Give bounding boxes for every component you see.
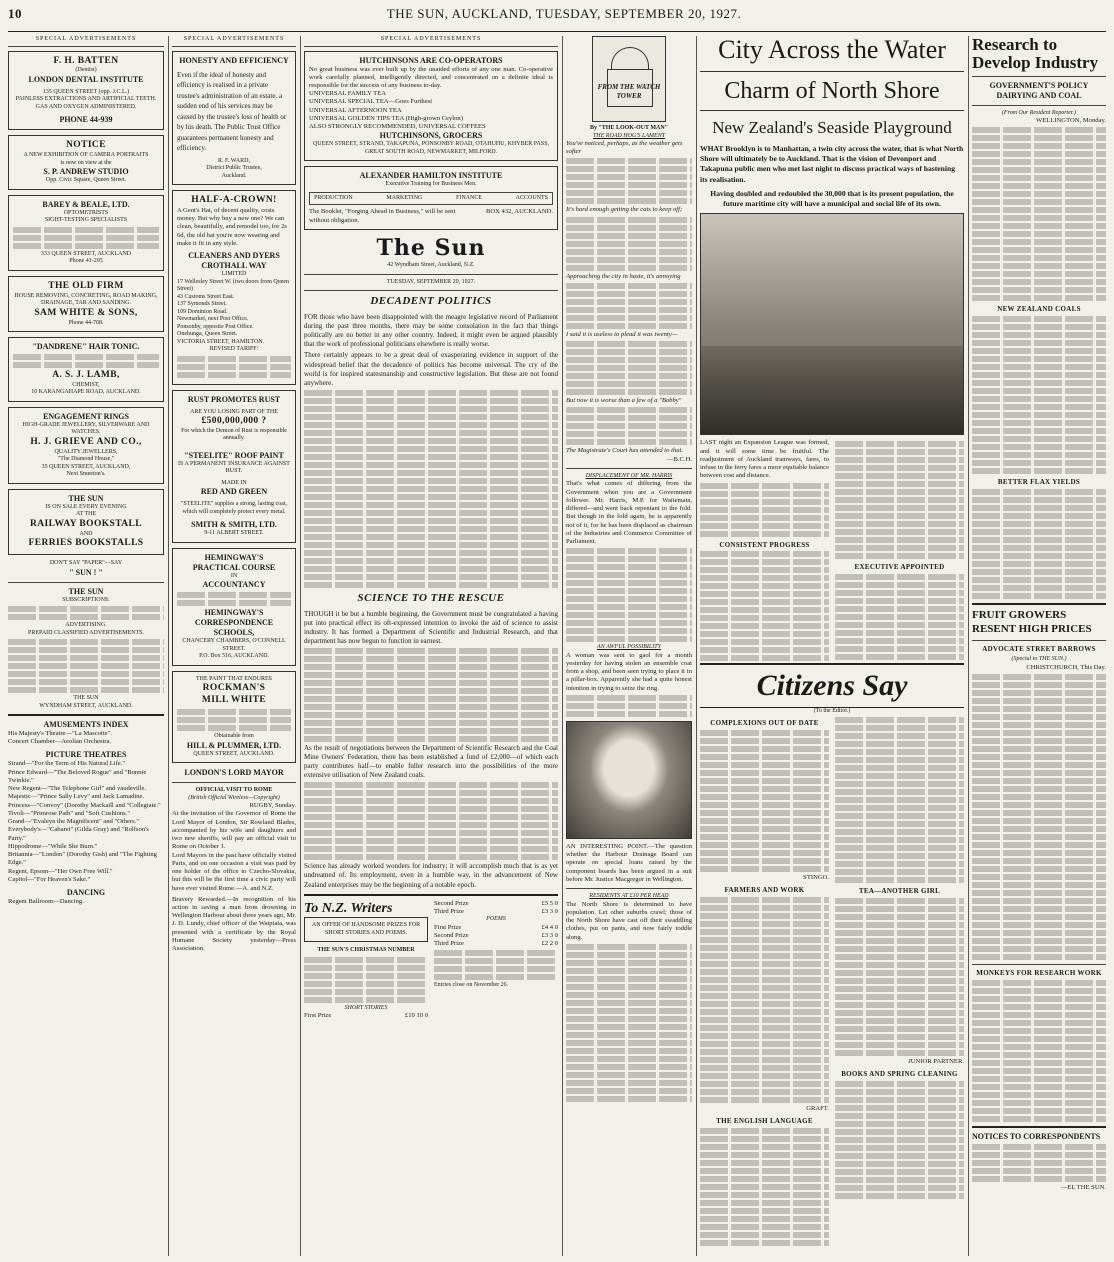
notices-signature: —EL THE SUN. [1060, 1183, 1106, 1191]
ad-line: THE SUN [73, 695, 99, 701]
ad-line: IS ON SALE EVERY EVENING [45, 503, 127, 510]
picture-item: Prince Edward—"The Beloved Rogue" and "Bonnie Twinkie." [8, 768, 147, 784]
ad-line: LIMITED [221, 271, 247, 278]
pictures-title: PICTURE THEATRES [45, 750, 127, 760]
column-classified [8, 36, 164, 1256]
mayor-text: Lord Mayors in the past have officially visited Paris, and on one occasion a visit was paid by one holder of the office to Czecho-Slovakia, but this will be the first time a civic party will have ever visited Rome.—A. and N.Z. [172, 851, 296, 892]
ad-title: HONESTY AND EFFICIENCY [179, 55, 289, 65]
ad-line: HUTCHINSONS, GROCERS [379, 131, 483, 141]
ad-line: 333 QUEEN STREET, AUCKLAND [40, 250, 132, 257]
editorial-text: As the result of negotiations between the Department of Scientific Research and the Coal Mine Owners' Federation, there has been established a fund of £2,000—of which each party contributes half—to enable fuller research into the possibilities of the more extensive utilisation of New Zealand coals. [304, 743, 558, 780]
prize-label: First Prize [304, 1012, 332, 1020]
column-north-shore [700, 36, 964, 1256]
picture-item: Grand—"Evaleyn the Magnificent" and "Others." [8, 818, 140, 826]
ad-line: Onehunga, Queen Street. [177, 331, 238, 338]
ad-line: Ponsonby, opposite Post Office. [177, 323, 254, 330]
ad-line: REVISED TARIFF: [209, 346, 259, 353]
ad-line: ALSO STRONGLY RECOMMENDED, UNIVERSAL COFFEES [309, 123, 486, 131]
dancing-title: DANCING [66, 887, 106, 897]
ad-line: The Booklet, "Forging Ahead in Business," will be sent without obligation. [309, 208, 456, 224]
displace-text: That's what comes of differing from the Government when you are a Government follower. Mr. Harris, M.P. for Waitemata, differed—and went back repentant to the fold. But though in the fold again, he is apparently not of it, for he has been displaced as chairman of the Industries and Commerce Committee of Parliament. [566, 480, 692, 546]
story-lead-2: Having doubled and redoubled the 30,000 that is its present population, the future maritime city will have a municipal and social life of its own. [710, 188, 954, 209]
writers-deadline: Entries close on November 26. [434, 982, 509, 989]
lament-title: THE ROAD HOG'S LAMENT [592, 132, 666, 139]
picture-item: Everybody's—"Cabaret" (Gilda Gray) and "Rolfson's Party." [8, 826, 149, 842]
ad-halfcrown [172, 190, 296, 385]
ad-line: District Public Trustee, [206, 165, 262, 171]
ad-line: Executive Training for Business Men. [385, 181, 477, 188]
ad-notice [8, 135, 164, 189]
ad-line: MADE IN [221, 479, 247, 486]
ad-line: Phone 41-205 [69, 258, 103, 265]
ad-phone: PHONE 44-939 [59, 115, 113, 125]
ad-line: MARKETING [386, 194, 423, 201]
amusement-item: Concert Chamber—Aeolian Orchestra. [8, 738, 112, 746]
ad-title: F. H. BATTEN [53, 55, 119, 66]
column-research [972, 36, 1106, 1256]
ad-title: NOTICE [66, 140, 106, 151]
ad-line: S. P. ANDREW STUDIO [43, 167, 129, 177]
ad-line: RED AND GREEN [200, 487, 268, 497]
story-subheading: EXECUTIVE APPOINTED [854, 563, 945, 572]
writers-competition [304, 900, 558, 1021]
ad-title: ROCKMAN'S [202, 683, 266, 694]
ad-dontsay [8, 560, 164, 578]
ad-oldfirm [8, 276, 164, 332]
awful-title: AN AWFUL POSSIBILITY [597, 644, 661, 651]
ad-grieve [8, 407, 164, 484]
ad-line: GAS AND OXYGEN ADMINISTERED. [35, 103, 137, 110]
writers-title: To N.Z. Writers [304, 900, 393, 916]
ad-title: BAREY & BEALE, LTD. [42, 199, 130, 209]
poem-line: You've noticed, perhaps, as the weather gets softer [566, 140, 683, 156]
poem-line: I said it is useless to plead it was twenty— [566, 330, 678, 338]
ad-line: MILL WHITE [201, 695, 267, 706]
research-credit: (From Our Resident Reporter.) [1001, 109, 1077, 116]
ad-line: 43 Customs Street East. [177, 293, 235, 300]
notices-headline: NOTICES TO CORRESPONDENTS [972, 1131, 1101, 1141]
ad-dandrene [8, 337, 164, 402]
editorial-text: FOR those who have been disappointed with the meagre legislative record of Parliament during the past three months, there may be some consolation in the fact that things politically are no better in any other country. Indeed, it might even be argued plausibly that the work of professional politicians elsewhere is really worse. [304, 313, 558, 349]
portrait-photo [566, 721, 692, 839]
fruit-credit: (Special to THE SUN.) [1011, 656, 1067, 663]
citizens-say-title: Citizens Say [700, 663, 964, 708]
photo-caption: AN INTERESTING POINT.—The question whether the Harbour Drainage Board can operate on special loans raised by the component boards has been argued in a suit before Mr. Justice Macgregor in Wellington. [566, 842, 692, 883]
ad-batten [8, 51, 164, 131]
ad-line: VICTORIA STREET, HAMILTON. [177, 338, 265, 345]
ad-title: RUST PROMOTES RUST [187, 394, 281, 404]
ad-line: 109 Dominion Road. [177, 308, 228, 315]
writers-number: THE SUN'S CHRISTMAS NUMBER [317, 947, 415, 954]
ad-title: HALF-A-CROWN! [191, 195, 277, 205]
ad-barey [8, 195, 164, 271]
ad-line: 135 QUEEN STREET (opp. J.C.L.) [42, 88, 130, 95]
watchtower-illustration [592, 36, 666, 122]
ad-line: UNIVERSAL AFTERNOON TEA [309, 106, 402, 114]
prize-amount: £3 3 0 [541, 931, 558, 939]
section-header: SPECIAL ADVERTISEMENTS [304, 36, 558, 47]
letter-title: THE ENGLISH LANGUAGE [716, 1117, 813, 1126]
dancing-item: Regent Ballroom—Dancing. [8, 897, 84, 905]
ad-line: "The Diamond House," [57, 456, 115, 463]
research-subheading: BETTER FLAX YIELDS [997, 478, 1081, 487]
ad-line: Opp. Civic Square, Queen Street. [45, 177, 127, 184]
editorial-title: SCIENCE TO THE RESCUE [357, 591, 505, 604]
ad-line: HIGH-GRADE JEWELLERY, SILVERWARE AND WATCHES. [22, 421, 150, 436]
prize-amount: £10 10 0 [404, 1012, 428, 1020]
ad-text: Even if the ideal of honesty and efficiency is realised in a private trustee's administration of an estate, a sudden end of his services may be caused by the trustee's loss of health or by his death. The Public Trust Office guarantees permanent honesty and efficiency. [177, 70, 287, 152]
prize-label: Second Prize [434, 931, 469, 939]
ad-line: AT THE [75, 511, 97, 518]
mayor-text: At the invitation of the Governor of Rome the Lord Mayor of London, Sir Rowland Blades, accompanied by his wife and daughters and two new sheriffs, will pay an official visit to Rome on October 1. [172, 810, 296, 851]
ad-hutchinsons [304, 51, 558, 162]
masthead-title: THE SUN, AUCKLAND, TUESDAY, SEPTEMBER 20, 1927. [386, 6, 742, 21]
writers-offer: AN OFFER OF HANDSOME PRIZES FOR SHORT STORIES AND POEMS. [304, 917, 428, 942]
residents-text: The North Shore is determined to have population. Let other suburbs crawl; those of the North Shore have cast off their swaddling clothes, put on pants, and now fairly toddle along. [566, 900, 692, 941]
ad-line: QUEEN STREET, STRAND, TAKAPUNA, PONSONBY ROAD, OTAHUHU, KHYBER PASS, GREAT SOUTH ROAD, NEWMARKET, MILFORD. [312, 141, 550, 155]
page-number: 10 [8, 6, 22, 21]
ad-title: HUTCHINSONS ARE CO-OPERATORS [359, 55, 503, 65]
ad-line: ACCOUNTS [515, 194, 548, 201]
poem-line: It's hard enough getting the cats to keep off; [566, 206, 683, 214]
ad-line: AND [79, 530, 93, 537]
picture-item: Capitol—"For Heaven's Sake." [8, 875, 91, 883]
ad-line: "STEELITE" ROOF PAINT [184, 450, 284, 460]
ad-line: 35 QUEEN STREET, AUCKLAND, [41, 463, 131, 470]
picture-item: Tivoli—"Primrose Path" and "Soft Cushions." [8, 809, 131, 817]
ad-rockman [172, 671, 296, 763]
watchtower-label: FROM THE WATCH TOWER [597, 83, 661, 100]
ad-line: Next Smeeton's. [66, 471, 106, 478]
ad-line: THE PAINT THAT ENDURES [196, 675, 272, 682]
story-lead: WHAT Brooklyn is to Manhattan, a twin city across the water, that is what North Shore will ultimately be to Auckland. That is the vision of Devonport and Takapuna public men who met last night to discuss practical ways of hastening its realisation. [700, 143, 964, 184]
ad-line: IN [230, 572, 238, 579]
ad-title: THE SUN [68, 586, 104, 596]
ad-line: DON'T SAY "PAPER"—SAY [49, 560, 123, 566]
picture-item: Princess—"Convoy" (Dorothy Mackaill and "Collegiate." [8, 801, 161, 809]
ad-line: Obtainable from [214, 733, 254, 740]
prize-amount: £2 2 0 [541, 940, 558, 948]
letter-signature: JUNIOR PARTNER. [908, 1058, 964, 1066]
ad-railway [8, 489, 164, 555]
writers-stories: SHORT STORIES [344, 1004, 388, 1011]
section-header: SPECIAL ADVERTISEMENTS [8, 36, 164, 47]
ad-title: ENGAGEMENT RINGS [43, 411, 129, 421]
column-ads [172, 36, 296, 1256]
editorial-text: THOUGH it be but a humble beginning, the Government must be congratulated a having put into practical effect its oft-expressed intention to invoke the aid of science to assist industry. It has formed a Department of Scientific and Industrial Research, and that department has now begun to function in earnest. [304, 609, 558, 645]
ad-line: P.O. Box 516, AUCKLAND. [199, 653, 269, 660]
mayor-headline: LONDON'S LORD MAYOR [184, 768, 284, 778]
amusements-title: AMUSEMENTS INDEX [43, 720, 129, 729]
picture-item: Regent, Epsom—"Her Own Free Will." [8, 867, 113, 875]
letter-signature: STINGO. [803, 874, 829, 882]
ad-line: IS A PERMANENT INSURANCE AGAINST RUST. [178, 460, 290, 475]
research-subheading: NEW ZEALAND COALS [997, 305, 1081, 314]
ad-line: £500,000,000 ? [201, 416, 267, 427]
ad-line: Auckland. [221, 172, 247, 179]
ad-line: LONDON DENTAL INSTITUTE [28, 74, 144, 84]
ad-line: CROTHALL WAY [201, 261, 267, 271]
ad-line: 10 KARANGAHAPE ROAD, AUCKLAND. [31, 389, 141, 396]
harbour-photo [700, 213, 964, 435]
ad-line: UNIVERSAL SPECIAL TEA—Goes Furthest [309, 98, 433, 106]
subscriptions [8, 587, 164, 711]
research-subhead-2: DAIRYING AND COAL [996, 90, 1082, 100]
ad-line: Newmarket, next Post Office. [177, 316, 249, 323]
ad-line: 9-11 ALBERT STREET. [204, 530, 264, 537]
prize-amount: £4 4 0 [541, 923, 558, 931]
story-subheading: CONSISTENT PROGRESS [719, 540, 810, 549]
prize-label: Third Prize [434, 907, 464, 915]
bravery-text: Bravery Rewarded.—In recognition of his action in saving a man from drowning in Wellington Harbour about three years ago, Mr. J. D. Lundy, chief officer of the Waipiata, was presented with a certificate by the Royal Humane Society yesterday—Press Association. [172, 895, 296, 953]
ad-line: FINANCE [455, 194, 482, 201]
prize-amount: £5 5 0 [541, 899, 558, 907]
picture-item: Britannia—"London" (Dorothy Gish) and "The Fighting Edge." [8, 851, 157, 867]
ad-line: PREPAID CLASSIFIED ADVERTISEMENTS. [28, 629, 144, 636]
ad-line: WYNDHAM STREET, AUCKLAND. [39, 702, 133, 709]
research-headline: Research to Develop Industry [972, 36, 1099, 72]
ad-line: For which the Demon of Rust is responsible annually. [181, 427, 287, 442]
ad-line: CLEANERS AND DYERS [188, 251, 280, 261]
amusement-item: His Majesty's Theatre—"La Mascotte". [8, 730, 112, 737]
ad-line: ADVERTISING. [65, 622, 107, 628]
poem-signature: —B.C.H. [666, 455, 692, 463]
ad-line: QUALITY JEWELLERS, [54, 448, 118, 455]
editorial-text: There certainly appears to be a great deal of exasperating evidence in support of the widespread belief that the decadence of politics has become universal. The cry of the world is for inspired statesmanship and constructive legislation. But these are not found anywhere. [304, 351, 558, 387]
to-editor: (To the Editor.) [813, 707, 851, 714]
column-editorial [304, 36, 558, 1256]
ad-line: ARE YOU LOSING PART OF THE [190, 408, 278, 415]
byline: By "THE LOOK-OUT MAN" [589, 125, 669, 131]
ad-title: THE OLD FIRM [48, 280, 124, 291]
ad-hemingway [172, 548, 296, 666]
mayor-subhead: OFFICIAL VISIT TO ROME [195, 787, 273, 794]
ad-text: No great business was ever built up by the unaided efforts of any one man. Co-operative work carefully planned, intelligently directed, and concentrated on a definite ideal is responsible for the success of any business to-day. [309, 65, 553, 89]
ad-line: OPTOMETRISTS [63, 209, 109, 216]
ad-line: ACCOUNTANCY [202, 580, 266, 590]
ad-line: HEMINGWAY'S CORRESPONDENCE SCHOOLS, [194, 608, 274, 638]
letter-title: COMPLEXIONS OUT OF DATE [710, 719, 819, 728]
displace-title: DISPLACEMENT OF MR. HARRIS [585, 472, 673, 479]
editorial-title: DECADENT POLITICS [370, 295, 492, 308]
mayor-dateline: RUGBY, Sunday. [249, 802, 296, 810]
ad-title: HEMINGWAY'S [204, 552, 264, 562]
picture-item: New Regent—"The Telephone Girl" and vaudeville. [8, 785, 147, 793]
column-watchtower [566, 36, 692, 1256]
ad-line: is now on view at the [60, 159, 112, 166]
ad-line: SAM WHITE & SONS, [34, 307, 138, 318]
awful-text: A woman was sent to gaol for a month yesterday for having stolen an ensemble coat from a shop, and been seen trying to place it in a pillar-box. Apparently she had a quite honest intention in trying to seize the ring. [566, 651, 692, 692]
prize-label: First Prize [434, 923, 462, 931]
letter-signature: GRAFT. [806, 1105, 829, 1112]
story-headline: City Across the Water [718, 36, 946, 64]
editorial-text: Science has already worked wonders for industry; it will accomplish much that is as yet undreamed of. Its employment, even in a humble way, in the advancement of New Zealand enterprises may be the beginning of a notable epoch. [304, 862, 558, 889]
letter-title: FARMERS AND WORK [724, 886, 805, 895]
ad-line: CHEMIST, [72, 381, 100, 388]
ad-line: HILL & PLUMMER, LTD. [186, 740, 282, 750]
picture-item: Majestic—"Prince Sally Levy" and Jack Lamadine. [8, 793, 145, 801]
newspaper-address: 42 Wyndham Street, Auckland, N.Z. [387, 262, 475, 269]
story-body: LAST night an Expansion League was formed, and it will some time be fruitful. The readjustment of Auckland tramways, fares, to infuse in the ferry fares a more equitable balance between cost and distance. [700, 439, 829, 480]
ad-line: "STEELITE" supplies a strong, lasting coat, which will completely protect every metal. [180, 501, 288, 515]
editorial-date: TUESDAY, SEPTEMBER 20, 1927. [386, 278, 476, 285]
ad-line: BOX 432, AUCKLAND. [485, 208, 553, 216]
research-subhead: GOVERNMENT'S POLICY [989, 80, 1089, 90]
ad-line: PRODUCTION [314, 194, 353, 201]
ad-line: " SUN ! " [69, 567, 103, 577]
fruit-dateline: CHRISTCHURCH, This Day. [1026, 663, 1106, 671]
ad-alexander [304, 166, 558, 229]
story-subhead-2: New Zealand's Seaside Playground [712, 117, 952, 137]
poem-line: But now it is worse than a few of a "Bobby" [566, 397, 682, 405]
ad-line: HOUSE REMOVING, CONCRETING, ROAD MAKING, DRAINAGE, TAR AND SANDING. [14, 292, 158, 307]
ad-title: THE SUN [68, 493, 104, 503]
ad-line: FERRIES BOOKSTALLS [28, 538, 144, 549]
masthead [8, 6, 1106, 32]
fruit-headline: FRUIT GROWERS RESENT HIGH PRICES [972, 608, 1092, 635]
ad-line: A. S. J. LAMB, [52, 370, 120, 380]
prize-amount: £3 3 0 [541, 907, 558, 915]
mayor-credit: (British Official Wireless—Copyright) [188, 794, 280, 801]
ad-honesty [172, 51, 296, 186]
poem-line: Approaching the city in haste, it's annoying [566, 272, 681, 280]
ad-title: "DANDRENE" HAIR TONIC. [32, 342, 140, 351]
ad-line: PRACTICAL COURSE [192, 562, 276, 572]
residents-title: RESIDENTS AT £10 PER HEAD [589, 893, 669, 900]
prize-label: Third Prize [434, 940, 464, 948]
prize-label: Second Prize [434, 899, 469, 907]
ad-line: RAILWAY BOOKSTALL [30, 518, 142, 529]
ad-line: (Dentist) [75, 67, 97, 74]
writers-poems: POEMS [486, 916, 506, 923]
fruit-subhead: ADVOCATE STREET BARROWS [982, 645, 1096, 654]
ad-line: SIGHT-TESTING SPECIALISTS [44, 217, 128, 224]
ad-rust [172, 390, 296, 543]
ad-line: SUBSCRIPTIONS. [62, 596, 110, 603]
picture-item: Strand—"For the Term of His Natural Life." [8, 760, 126, 768]
ad-line: CHANCERY CHAMBERS, O'CONNELL STREET. [182, 638, 286, 652]
newspaper-logo: The Sun [376, 234, 486, 261]
story-subhead: Charm of North Shore [700, 71, 964, 111]
ad-line: UNIVERSAL FAMILY TEA [309, 90, 386, 98]
ad-text: A Gent's Hat, of decent quality, costs money. But why buy a new one? We can clean, beautifully, and remodel too, for 2s 6d, the old hat you're now wearing and make it fit in any style. [177, 206, 287, 247]
research-dateline: WELLINGTON, Monday. [1036, 117, 1106, 125]
ad-line: A NEW EXHIBITION OF CAMERA PORTRAITS [23, 152, 149, 159]
ad-line: Phone 44-708. [68, 319, 104, 326]
ad-line: SMITH & SMITH, LTD. [191, 520, 277, 530]
picture-item: Hippodrome—"While She Burn." [8, 842, 98, 850]
section-header: SPECIAL ADVERTISEMENTS [172, 36, 296, 47]
ad-line: R. F. WARD, [218, 157, 250, 164]
letter-title: TEA—ANOTHER GIRL [858, 887, 941, 896]
ad-line: UNIVERSAL GOLDEN TIPS TEA (High-grown Ceylon) [309, 114, 463, 122]
ad-title: ALEXANDER HAMILTON INSTITUTE [359, 171, 503, 181]
ad-line: PAINLESS EXTRACTIONS AND ARTIFICIAL TEETH. [15, 96, 157, 103]
ad-line: 17 Wellesley Street W. (two doors from Queen Street) [177, 278, 290, 293]
poem-line: The Magistrate's Court has attended to that. [566, 447, 683, 455]
letter-title: BOOKS AND SPRING CLEANING [841, 1070, 958, 1079]
ad-line: H. J. GRIEVE AND CO., [30, 436, 142, 447]
ad-line: QUEEN STREET, AUCKLAND. [193, 750, 275, 757]
monkeys-headline: MONKEYS FOR RESEARCH WORK [976, 968, 1102, 977]
ad-line: 137 Symonds Street. [177, 301, 227, 308]
